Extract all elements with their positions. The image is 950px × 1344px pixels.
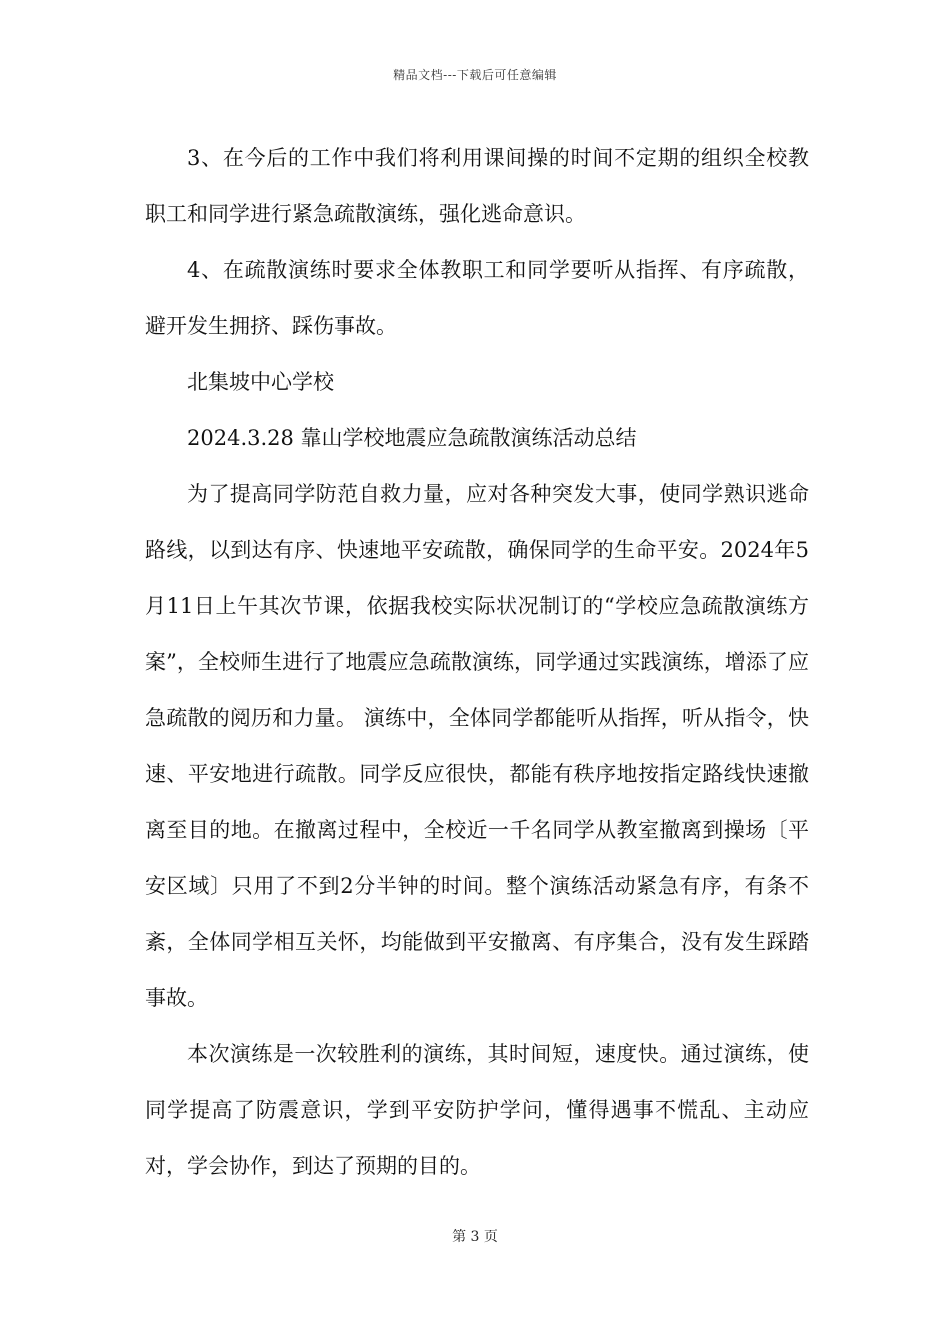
page-number: 第 3 页 <box>452 1229 498 1245</box>
paragraph-summary-intro: 为了提高同学防范自救力量，应对各种突发大事，使同学熟识逃命路线，以到达有序、快速地平安疏散，确保同学的生命平安。2024年5月11日上午其次节课，依据我校实际状况制订的“学校应急疏散演练方案”，全校师生进行了地震应急疏散演练，同学通过实践演练，增添了应急疏散的阅历和力量。 演练中，全体同学都能听从指挥，听从指令，快速、平安地进行疏散。同学反应很快，都能有秩序地按指定路线快速撤离至目的地。在撤离过程中，全校近一千名同学从教室撤离到操场〔平安区域〕只用了不到2分半钟的时间。整个演练活动紧急有序，有条不紊，全体同学相互关怀，均能做到平安撤离、有序集合，没有发生踩踏事故。 <box>145 482 809 1010</box>
school-signature: 北集坡中心学校 <box>187 370 334 394</box>
paragraph-item-3: 3、在今后的工作中我们将利用课间操的时间不定期的组织全校教职工和同学进行紧急疏散演练，强化逃命意识。 <box>145 146 809 226</box>
date-and-title-line: 2024.3.28 靠山学校地震应急疏散演练活动总结 <box>187 426 637 450</box>
document-body <box>145 130 809 1194</box>
paragraph-summary-conclusion: 本次演练是一次较胜利的演练，其时间短，速度快。通过演练，使同学提高了防震意识，学到平安防护学问，懂得遇事不慌乱、主动应对，学会协作，到达了预期的目的。 <box>145 1042 809 1178</box>
page-header: 精品文档---下载后可任意编辑 <box>393 68 557 82</box>
paragraph-item-4: 4、在疏散演练时要求全体教职工和同学要听从指挥、有序疏散，避开发生拥挤、踩伤事故。 <box>145 258 809 338</box>
